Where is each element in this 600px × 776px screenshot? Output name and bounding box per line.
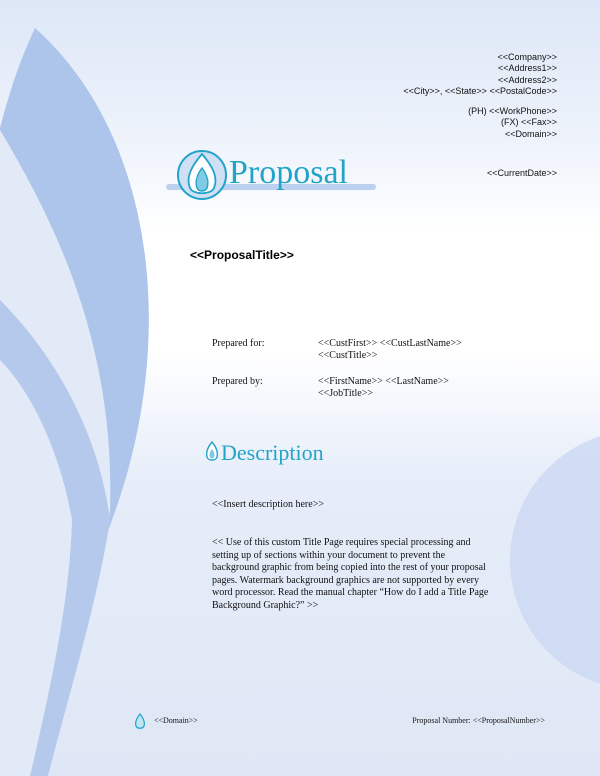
prepared-by-label: Prepared by:: [212, 376, 263, 387]
proposal-number: Proposal Number: <<ProposalNumber>>: [412, 716, 545, 725]
note-line: setting up of sections within your document to prevent the: [212, 549, 446, 561]
footer-domain: <<Domain>>: [154, 716, 198, 725]
note-line: pages. Watermark background graphics are not supported by every: [212, 574, 479, 586]
note-line: background graphic from being copied into the rest of your proposal: [212, 562, 486, 573]
flame-icon: [134, 713, 146, 731]
prepared-for-name: <<CustFirst>> <<CustLastName>>: [318, 338, 462, 349]
description-title: Description: [221, 440, 324, 465]
city-state-postal: <<City>>, <<State>> <<PostalCode>>: [403, 85, 557, 96]
address-line-2: <<Address2>>: [497, 74, 557, 85]
logo-wordmark: Proposal: [229, 154, 348, 191]
proposal-title: <<ProposalTitle>>: [190, 248, 294, 262]
company-address-block: [403, 52, 557, 140]
work-phone: (PH) <<WorkPhone>>: [468, 106, 557, 117]
note-line: word processor. Read the manual chapter “How do I add a Title Page: [212, 587, 489, 598]
prepared-by-name: <<FirstName>> <<LastName>>: [318, 376, 449, 387]
company-name: <<Company>>: [497, 52, 557, 62]
prepared-for-title: <<CustTitle>>: [318, 350, 378, 361]
note-line: Background Graphic?” >>: [212, 599, 319, 611]
insert-description: <<Insert description here>>: [212, 499, 324, 510]
prepared-for-label: Prepared for:: [212, 338, 265, 349]
prepared-by-title: <<JobTitle>>: [318, 388, 373, 399]
address-line-1: <<Address1>>: [497, 63, 557, 74]
proposal-logo: [160, 148, 390, 208]
domain: <<Domain>>: [504, 128, 557, 139]
current-date: <<CurrentDate>>: [486, 168, 557, 178]
title-page-note: [212, 537, 532, 612]
fax-number: (FX) <<Fax>>: [500, 117, 557, 128]
flame-icon: [205, 441, 219, 463]
note-line: << Use of this custom Title Page requires special processing and: [212, 537, 471, 548]
